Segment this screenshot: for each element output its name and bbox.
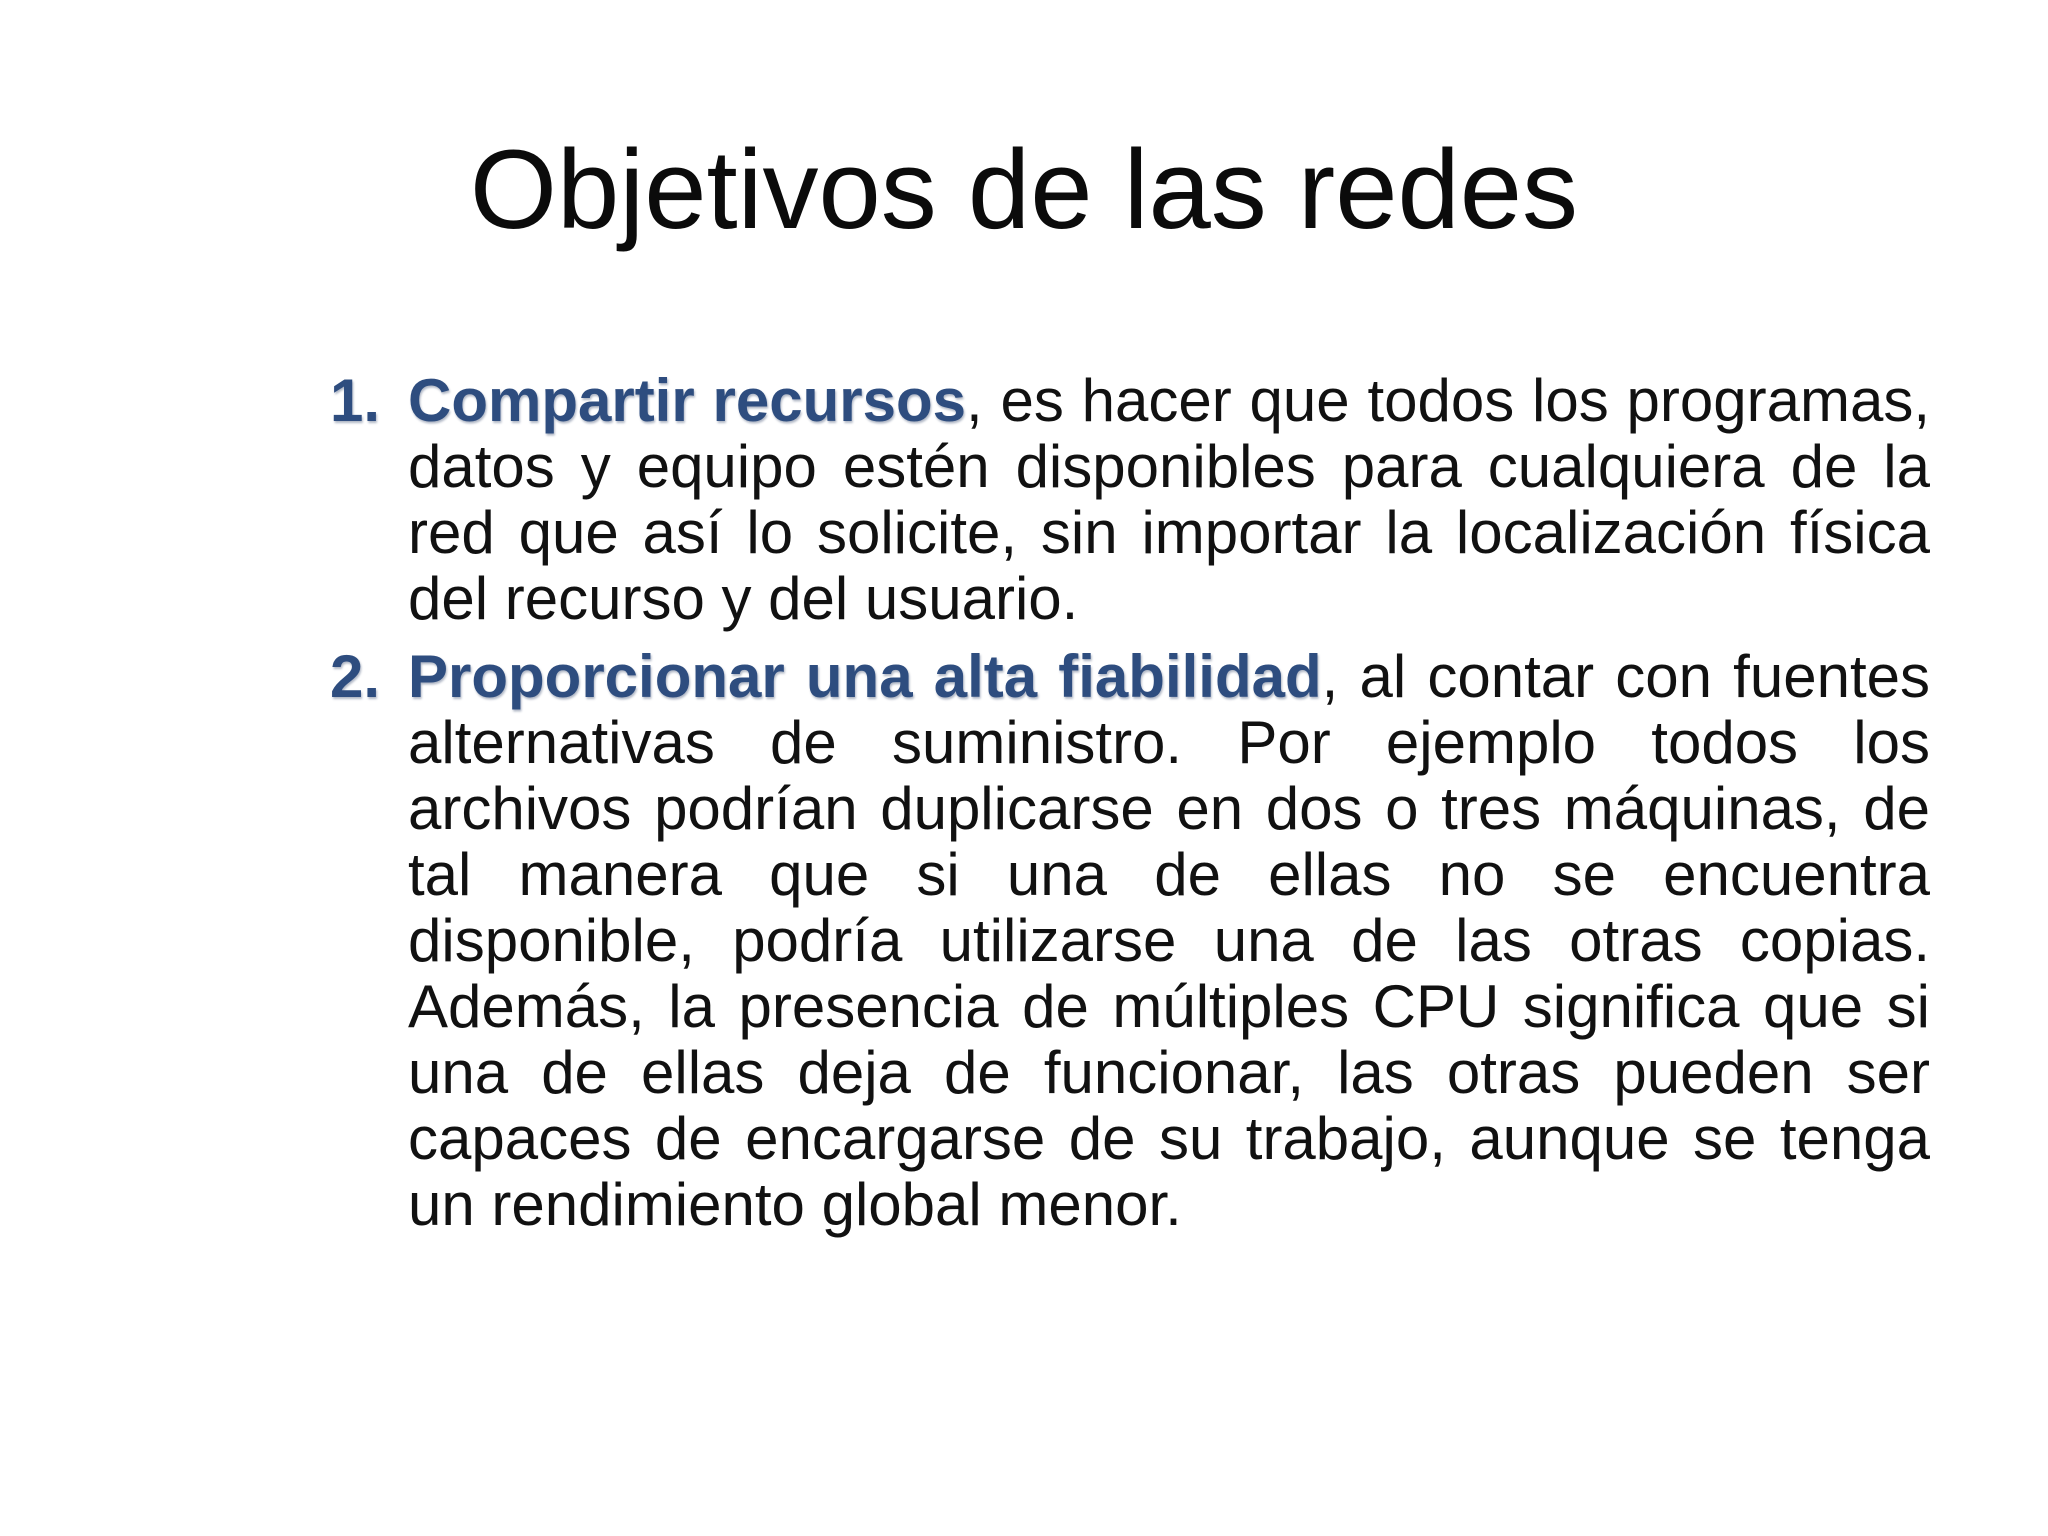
item-description: , es hacer que todos los programas, datos y equipo estén disponibles para cualquiera de la red que así lo solicite, sin importar la localización física del recurso y del usuario. <box>408 367 1930 632</box>
item-number: 1. <box>330 367 381 434</box>
objectives-list <box>330 368 1930 1250</box>
slide-title: Objetivos de las redes <box>469 127 1579 252</box>
item-number: 2. <box>330 643 381 710</box>
item-term: Proporcionar una alta fiabilidad <box>408 643 1322 710</box>
list-item <box>330 368 1930 632</box>
list-item <box>330 644 1930 1238</box>
item-term: Compartir recursos <box>408 367 966 434</box>
item-description: , al contar con fuentes alternativas de suministro. Por ejemplo todos los archivos podrían duplicarse en dos o tres máquinas, de tal manera que si una de ellas no se encuentra disponible, podría utilizarse una de las otras copias. Además, la presencia de múltiples CPU significa que si una de ellas deja de funcionar, las otras pueden ser capaces de encargarse de su trabajo, aunque se tenga un rendimiento global menor. <box>408 643 1930 1238</box>
